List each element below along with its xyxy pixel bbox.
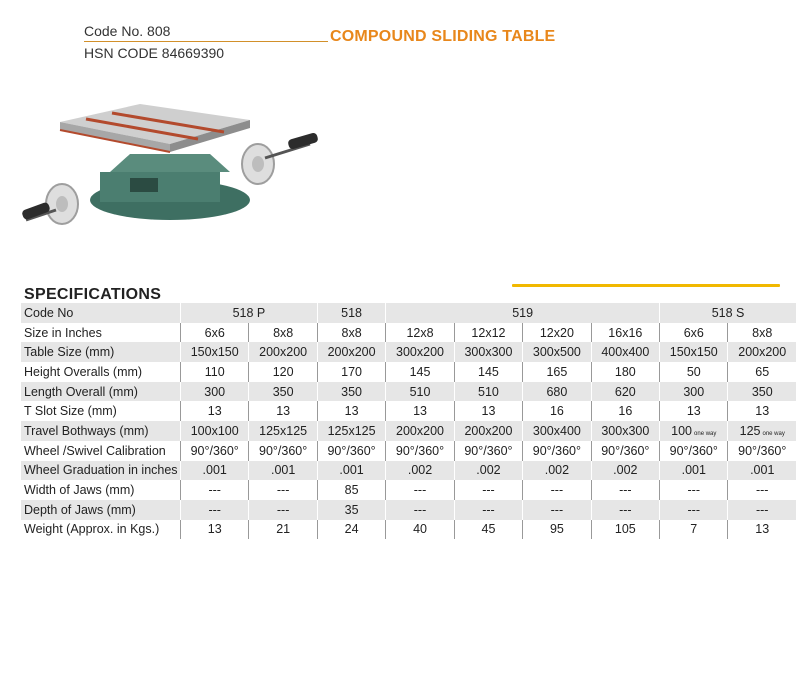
- table-cell: 180: [591, 362, 659, 382]
- accent-rule: [512, 284, 780, 287]
- table-cell: 90°/360°: [523, 441, 591, 461]
- table-cell: 90°/360°: [660, 441, 728, 461]
- table-cell: 90°/360°: [386, 441, 454, 461]
- table-cell: 680: [523, 382, 591, 402]
- compound-sliding-table-image: [20, 92, 320, 232]
- table-cell: 145: [386, 362, 454, 382]
- row-label: Wheel Graduation in inches: [21, 461, 181, 481]
- table-cell: 620: [591, 382, 659, 402]
- table-cell: 13: [180, 520, 248, 540]
- table-cell: 13: [454, 401, 522, 421]
- table-cell: ---: [523, 480, 591, 500]
- table-cell: 13: [728, 401, 796, 421]
- table-cell: [660, 421, 728, 441]
- table-cell: 13: [180, 401, 248, 421]
- table-cell: 21: [249, 520, 317, 540]
- table-cell: 13: [386, 401, 454, 421]
- code-row-label: Code No: [21, 303, 181, 323]
- table-cell: 12x8: [386, 323, 454, 343]
- row-label: Height Overalls (mm): [21, 362, 181, 382]
- table-cell: ---: [523, 500, 591, 520]
- table-cell: 90°/360°: [180, 441, 248, 461]
- row-label: Length Overall (mm): [21, 382, 181, 402]
- travel-note: one way: [694, 430, 717, 437]
- table-row: [21, 500, 796, 520]
- row-label: Weight (Approx. in Kgs.): [21, 520, 181, 540]
- table-cell: 7: [660, 520, 728, 540]
- table-cell: ---: [249, 480, 317, 500]
- table-cell: 13: [660, 401, 728, 421]
- table-cell: .001: [728, 461, 796, 481]
- table-cell: ---: [249, 500, 317, 520]
- table-cell: [728, 421, 796, 441]
- table-cell: 85: [317, 480, 385, 500]
- table-cell: 145: [454, 362, 522, 382]
- table-cell: 150x150: [660, 342, 728, 362]
- table-cell: 6x6: [660, 323, 728, 343]
- table-cell: 200x200: [249, 342, 317, 362]
- table-cell: 350: [249, 382, 317, 402]
- code-519: 519: [386, 303, 660, 323]
- row-label: T Slot Size (mm): [21, 401, 181, 421]
- table-cell: ---: [591, 500, 659, 520]
- table-cell: .001: [180, 461, 248, 481]
- table-cell: 200x200: [317, 342, 385, 362]
- table-cell: 300x500: [523, 342, 591, 362]
- table-row: [21, 461, 796, 481]
- row-label: Travel Bothways (mm): [21, 421, 181, 441]
- table-cell: .001: [660, 461, 728, 481]
- code-518: 518: [317, 303, 385, 323]
- row-label: Table Size (mm): [21, 342, 181, 362]
- table-cell: 300x300: [591, 421, 659, 441]
- table-cell: 90°/360°: [454, 441, 522, 461]
- table-cell: ---: [386, 500, 454, 520]
- table-cell: 200x200: [728, 342, 796, 362]
- table-cell: 40: [386, 520, 454, 540]
- table-cell: 510: [386, 382, 454, 402]
- table-cell: 8x8: [317, 323, 385, 343]
- table-cell: 24: [317, 520, 385, 540]
- code-number: Code No. 808: [84, 23, 171, 39]
- table-cell: .002: [454, 461, 522, 481]
- table-cell: 350: [728, 382, 796, 402]
- page-title: COMPOUND SLIDING TABLE: [330, 28, 556, 45]
- table-row: [21, 401, 796, 421]
- row-label: Width of Jaws (mm): [21, 480, 181, 500]
- table-row: [21, 323, 796, 343]
- table-cell: 95: [523, 520, 591, 540]
- table-row: [21, 421, 796, 441]
- table-cell: 8x8: [249, 323, 317, 343]
- table-cell: 300x300: [454, 342, 522, 362]
- table-cell: 13: [728, 520, 796, 540]
- table-cell: 50: [660, 362, 728, 382]
- table-cell: 200x200: [386, 421, 454, 441]
- table-cell: ---: [180, 480, 248, 500]
- table-cell: 110: [180, 362, 248, 382]
- table-cell: ---: [454, 500, 522, 520]
- title-rule: [84, 41, 328, 42]
- table-cell: .002: [591, 461, 659, 481]
- table-row: [21, 342, 796, 362]
- table-cell: ---: [454, 480, 522, 500]
- table-cell: 125x125: [249, 421, 317, 441]
- table-cell: 150x150: [180, 342, 248, 362]
- table-cell: 120: [249, 362, 317, 382]
- table-cell: 12x20: [523, 323, 591, 343]
- table-cell: .002: [523, 461, 591, 481]
- travel-value: 100: [671, 423, 693, 438]
- table-cell: ---: [728, 500, 796, 520]
- table-row: [21, 362, 796, 382]
- table-cell: ---: [728, 480, 796, 500]
- table-cell: 300: [660, 382, 728, 402]
- table-cell: 400x400: [591, 342, 659, 362]
- table-cell: ---: [660, 500, 728, 520]
- table-cell: .001: [317, 461, 385, 481]
- specifications-table: [20, 303, 796, 539]
- table-cell: 16x16: [591, 323, 659, 343]
- specifications-heading: SPECIFICATIONS: [24, 286, 162, 303]
- table-cell: 165: [523, 362, 591, 382]
- table-cell: 65: [728, 362, 796, 382]
- code-518s: 518 S: [660, 303, 796, 323]
- table-cell: 200x200: [454, 421, 522, 441]
- table-cell: 300x400: [523, 421, 591, 441]
- table-cell: 16: [591, 401, 659, 421]
- travel-note: one way: [762, 430, 785, 437]
- table-cell: 8x8: [728, 323, 796, 343]
- row-label: Depth of Jaws (mm): [21, 500, 181, 520]
- code-518p: 518 P: [180, 303, 317, 323]
- table-cell: .001: [249, 461, 317, 481]
- travel-value: 125: [739, 423, 761, 438]
- hsn-code: HSN CODE 84669390: [84, 45, 225, 61]
- table-cell: 90°/360°: [728, 441, 796, 461]
- table-cell: .002: [386, 461, 454, 481]
- table-row: [21, 520, 796, 540]
- table-cell: 350: [317, 382, 385, 402]
- table-cell: 13: [317, 401, 385, 421]
- table-row: [21, 480, 796, 500]
- table-cell: 170: [317, 362, 385, 382]
- table-cell: 300: [180, 382, 248, 402]
- table-cell: ---: [591, 480, 659, 500]
- table-row: [21, 382, 796, 402]
- table-cell: 125x125: [317, 421, 385, 441]
- table-cell: 100x100: [180, 421, 248, 441]
- table-cell: 90°/360°: [591, 441, 659, 461]
- table-cell: 16: [523, 401, 591, 421]
- table-cell: 6x6: [180, 323, 248, 343]
- table-cell: ---: [660, 480, 728, 500]
- table-cell: 45: [454, 520, 522, 540]
- table-cell: 90°/360°: [317, 441, 385, 461]
- table-cell: 35: [317, 500, 385, 520]
- table-header-row: [21, 303, 796, 323]
- table-cell: ---: [180, 500, 248, 520]
- table-cell: 13: [249, 401, 317, 421]
- table-row: [21, 441, 796, 461]
- row-label: Wheel /Swivel Calibration: [21, 441, 181, 461]
- table-cell: 90°/360°: [249, 441, 317, 461]
- row-label: Size in Inches: [21, 323, 181, 343]
- table-cell: ---: [386, 480, 454, 500]
- table-cell: 300x200: [386, 342, 454, 362]
- table-cell: 510: [454, 382, 522, 402]
- table-cell: 12x12: [454, 323, 522, 343]
- table-cell: 105: [591, 520, 659, 540]
